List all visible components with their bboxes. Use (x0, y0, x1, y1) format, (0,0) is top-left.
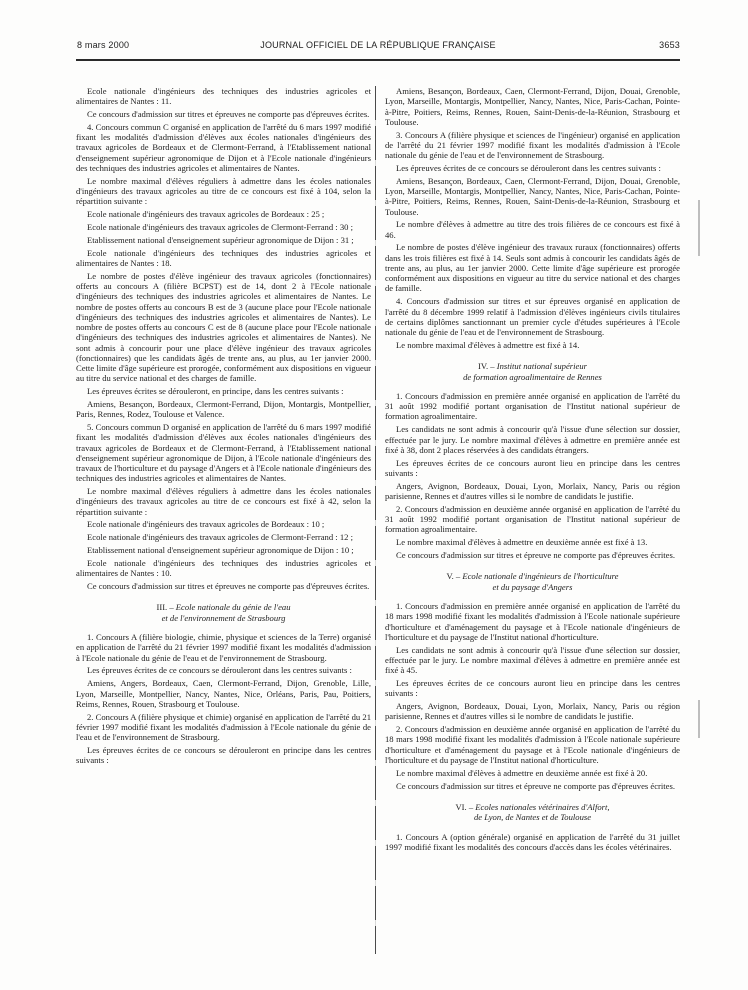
paragraph: Les épreuves écrites de ce concours se dérouleront dans les centres suivants : (396, 162, 661, 173)
paragraph: Ecole nationale d'ingénieurs des travaux agricoles de Bordeaux : 25 ; (87, 209, 325, 220)
section-heading-line1 (385, 802, 680, 813)
paragraph: 5. Concours commun D organisé en application de l'arrêté du 6 mars 1997 modifié fixant les modalités d'admission d'élèves aux écoles nationales d'ingénieurs des travaux agricoles de Bordeaux et de Clermont-Ferrand, à l'Etablissement national d'enseignement supérieur agronomique de Dijon, à l'Ecole nationale d'ingénieurs des travaux de l'horticulture et du paysage d'Angers et à l'Ecole nationale d'ingénieurs des techniques des industries agricoles et alimentaires de Nantes. (76, 422, 371, 484)
paragraph: Les épreuves écrites se dérouleront, en principe, dans les centres suivants : (87, 386, 344, 397)
paragraph: Ce concours d'admission sur titres et épreuves ne comporte pas d'épreuves écrites. (87, 109, 370, 120)
right-column (385, 86, 680, 852)
paragraph: 1. Concours A (option générale) organisé en application de l'arrêté du 31 juillet 1997 modifié fixant les modalités des concours d'accès dans les écoles vétérinaires. (385, 831, 680, 852)
paragraph: 1. Concours A (filière biologie, chimie, physique et sciences de la Terre) organisé en application de l'arrêté du 21 février 1997 modifié fixant les modalités d'admission à l'Ecole nationale du génie de l'eau et de l'environnement de Strasbourg. (76, 632, 371, 663)
paragraph: Les candidats ne sont admis à concourir qu'à l'issue d'une sélection sur dossier, effectuée par le jury. Le nombre maximal d'élèves à admettre en première année est fixé à 38, dont 2 places réservées à des candidats étrangers. (385, 424, 680, 455)
section-heading (385, 571, 680, 592)
text-columns (76, 86, 680, 852)
left-column (76, 86, 371, 852)
section-heading-line1 (385, 571, 680, 582)
paragraph: Amiens, Besançon, Bordeaux, Caen, Clermont-Ferrand, Dijon, Douai, Grenoble, Lyon, Marseille, Montargis, Montpellier, Nancy, Nantes, Nice, Paris-Cachan, Pointe-à-Pitre, Poitiers, Reims, Rennes, Rouen, Saint-Denis-de-la-Réunion, Strasbourg et Toulouse. (385, 175, 680, 217)
paragraph: Le nombre de postes d'élève ingénieur des travaux agricoles (fonctionnaires) offerts au concours A (filière BCPST) est de 14, dont 2 à l'Ecole nationale d'ingénieurs des techniques des industries agricoles et alimentaires de Nantes. Le nombre de postes offerts au concours B est de 3 (aucune place pour l'Ecole nationale d'ingénieurs des techniques des industries agricoles et alimentaires de Nantes). Le nombre de postes offerts au concours C est de 8 (aucune place pour l'Ecole nationale d'ingénieurs des techniques des industries agricoles et alimentaires de Nantes). Ne sont admis à concourir pour une place d'élève ingénieur des travaux agricoles (fonctionnaires) que les candidats âgés de trente ans, au plus, au 1er janvier 2000. Cette limite d'âge supérieure est prorogée, conformément aux dispositions en vigueur au titre du service national et des charges de famille. (76, 270, 371, 384)
paragraph: 1. Concours d'admission en première année organisé en application de l'arrêté du 18 mars 1998 modifié fixant les modalités d'admission à l'Ecole nationale supérieure d'horticulture et d'aménagement du paysage et à l'Ecole nationale d'ingénieurs de l'horticulture et du paysage de l'Institut national d'horticulture. (385, 601, 680, 642)
section-title: Institut national supérieur (496, 361, 587, 372)
paragraph: 2. Concours d'admission en deuxième année organisé en application de l'arrêté du 18 mars 1998 modifié fixant les modalités d'admission à l'Ecole nationale supérieure d'horticulture et d'aménagement du paysage et à l'Ecole nationale d'ingénieurs de l'horticulture et du paysage de l'Institut national d'horticulture. (385, 724, 680, 765)
header-page-number: 3653 (659, 40, 680, 50)
paragraph: Les épreuves écrites de ce concours auront lieu en principe dans les centres suivants : (385, 457, 680, 478)
header-title: JOURNAL OFFICIEL DE LA RÉPUBLIQUE FRANÇAISE (260, 40, 496, 50)
section-number: IV. – (478, 361, 497, 372)
scan-artifact (698, 700, 700, 738)
paragraph: 4. Concours d'admission sur titres et sur épreuves organisé en application de l'arrêté du 8 décembre 1999 relatif à l'admission d'élèves ingénieurs civils titulaires de certains diplômes sanctionnant un premier cycle d'études supérieures à l'Ecole nationale du génie de l'eau et de l'environnement de Strasbourg. (385, 296, 680, 338)
paragraph: Ecole nationale d'ingénieurs des techniques des industries agricoles et alimentaires de Nantes : 10. (76, 558, 371, 579)
paragraph: 2. Concours A (filière physique et chimie) organisé en application de l'arrêté du 21 février 1997 modifié fixant les modalités d'admission à l'Ecole nationale du génie de l'eau et de l'environnement de Strasbourg. (76, 711, 371, 743)
header-date: 8 mars 2000 (77, 40, 130, 50)
section-heading-line2: et de l'environnement de Strasbourg (161, 612, 286, 623)
paragraph: Le nombre maximal d'élèves réguliers à admettre dans les écoles nationales d'ingénieurs des travaux agricoles au titre de ce concours est fixé à 42, selon la répartition suivante : (76, 486, 371, 517)
section-title: Ecoles nationales vétérinaires d'Alfort, (475, 801, 610, 812)
column-divider-rule (375, 86, 376, 954)
section-title: Ecole nationale du génie de l'eau (175, 602, 291, 613)
paragraph: 3. Concours A (filière physique et sciences de l'ingénieur) organisé en application de l'arrêté du 21 février 1997 modifié fixant les modalités d'admission à l'Ecole nationale du génie de l'eau et de l'environnement de Strasbourg. (385, 129, 680, 161)
paragraph: Ce concours d'admission sur titres et épreuve ne comporte pas d'épreuves écrites. (396, 780, 675, 791)
section-heading-line1 (385, 361, 680, 372)
paragraph: 2. Concours d'admission en deuxième année organisé en application de l'arrêté du 31 août 1992 modifié portant organisation de l'Institut national supérieur de formation agroalimentaire. (385, 503, 680, 535)
paragraph: Ce concours d'admission sur titres et épreuve ne comporte pas d'épreuves écrites. (396, 550, 675, 560)
paragraph: Le nombre maximal d'élèves réguliers à admettre dans les écoles nationales d'ingénieurs des travaux agricoles au titre de ce concours est fixé à 104, selon la répartition suivante : (76, 175, 371, 207)
section-number: III. – (156, 602, 176, 613)
paragraph: Amiens, Besançon, Bordeaux, Clermont-Ferrand, Dijon, Montargis, Montpellier, Paris, Rennes, Rodez, Toulouse et Valence. (76, 398, 371, 420)
paragraph: Le nombre maximal d'élèves à admettre est fixé à 14. (396, 339, 580, 350)
paragraph: Amiens, Besançon, Bordeaux, Caen, Clermont-Ferrand, Dijon, Douai, Grenoble, Lyon, Marseille, Montargis, Montpellier, Nancy, Nantes, Nice, Paris-Cachan, Pointe-à-Pitre, Poitiers, Reims, Rennes, Rouen, Saint-Denis-de-la-Réunion, Strasbourg et Toulouse. (385, 86, 680, 127)
section-heading-line2: de formation agroalimentaire de Rennes (463, 371, 602, 382)
paragraph: Le nombre maximal d'élèves à admettre en deuxième année est fixé à 20. (396, 767, 648, 778)
paragraph: Les épreuves écrites de ce concours se dérouleront en principe dans les centres suivants : (76, 745, 371, 766)
paragraph: Le nombre maximal d'élèves à admettre en deuxième année est fixé à 13. (396, 537, 648, 548)
section-heading (385, 361, 680, 382)
paragraph: Ce concours d'admission sur titres et épreuves ne comporte pas d'épreuves écrites. (87, 581, 370, 592)
paragraph: Etablissement national d'enseignement supérieur agronomique de Dijon : 31 ; (87, 234, 354, 245)
paragraph: Ecole nationale d'ingénieurs des travaux agricoles de Clermont-Ferrand : 30 ; (87, 221, 353, 232)
page-header (76, 40, 680, 54)
paragraph: Ecole nationale d'ingénieurs des techniques des industries agricoles et alimentaires de Nantes : 11. (76, 86, 371, 107)
scan-artifact (698, 200, 700, 256)
section-heading-line2: de Lyon, de Nantes et de Toulouse (473, 812, 592, 823)
paragraph: Ecole nationale d'ingénieurs des travaux agricoles de Bordeaux : 10 ; (87, 519, 325, 530)
section-heading (76, 602, 371, 623)
paragraph: 1. Concours d'admission en première année organisé en application de l'arrêté du 31 août 1992 modifié portant organisation de l'Institut national supérieur de formation agroalimentaire. (385, 390, 680, 422)
paragraph: Amiens, Angers, Bordeaux, Caen, Clermont-Ferrand, Dijon, Grenoble, Lille, Lyon, Marseille, Montpellier, Nancy, Nantes, Nice, Orléans, Paris, Pau, Poitiers, Reims, Rennes, Rouen, Strasbourg et Toulouse. (76, 678, 371, 709)
paragraph: Etablissement national d'enseignement supérieur agronomique de Dijon : 10 ; (87, 545, 354, 556)
paragraph: Les candidats ne sont admis à concourir qu'à l'issue d'une sélection sur dossier, effectuée par le jury. Le nombre maximal d'élèves à admettre en première année est fixé à 45. (385, 644, 680, 676)
paragraph: Angers, Avignon, Bordeaux, Douai, Lyon, Morlaix, Nancy, Paris ou région parisienne, Rennes et d'autres villes si le nombre de candidats le justifie. (385, 701, 680, 722)
paragraph: Les épreuves écrites de ce concours se dérouleront dans les centres suivants : (87, 665, 352, 676)
header-rule (76, 59, 680, 61)
section-heading-line1 (76, 602, 371, 613)
section-heading (385, 802, 680, 823)
section-number: VI. – (455, 801, 476, 812)
section-number: V. – (446, 571, 463, 582)
paragraph: Ecole nationale d'ingénieurs des travaux agricoles de Clermont-Ferrand : 12 ; (87, 532, 353, 543)
paragraph: 4. Concours commun C organisé en application de l'arrêté du 6 mars 1997 modifié fixant les modalités d'admission d'élèves aux écoles nationales d'ingénieurs des travaux agricoles de Bordeaux et de Clermont-Ferrand, à l'Etablissement national d'enseignement supérieur agronomique de Dijon et à l'Ecole nationale d'ingénieurs des techniques des industries agricoles et alimentaires de Nantes. (76, 121, 371, 173)
paragraph: Ecole nationale d'ingénieurs des techniques des industries agricoles et alimentaires de Nantes : 18. (76, 247, 371, 268)
paragraph: Angers, Avignon, Bordeaux, Douai, Lyon, Morlaix, Nancy, Paris ou région parisienne, Rennes et d'autres villes si le nombre de candidats le justifie. (385, 480, 680, 501)
section-heading-line2: et du paysage d'Angers (492, 581, 573, 592)
paragraph: Le nombre d'élèves à admettre au titre des trois filières de ce concours est fixé à 46. (385, 219, 680, 240)
paragraph: Le nombre de postes d'élève ingénieur des travaux ruraux (fonctionnaires) offerts dans les trois filières est fixé à 14. Seuls sont admis à concourir les candidats âgés de trente ans, au plus, au 1er janvier 2000. Cette limite d'âge supérieure est prorogée conformément aux dispositions en vigueur au titre du service national et des charges de famille. (385, 242, 680, 294)
section-title: Ecole nationale d'ingénieurs de l'horticulture (462, 571, 619, 582)
paragraph: Les épreuves écrites de ce concours auront lieu en principe dans les centres suivants : (385, 677, 680, 699)
